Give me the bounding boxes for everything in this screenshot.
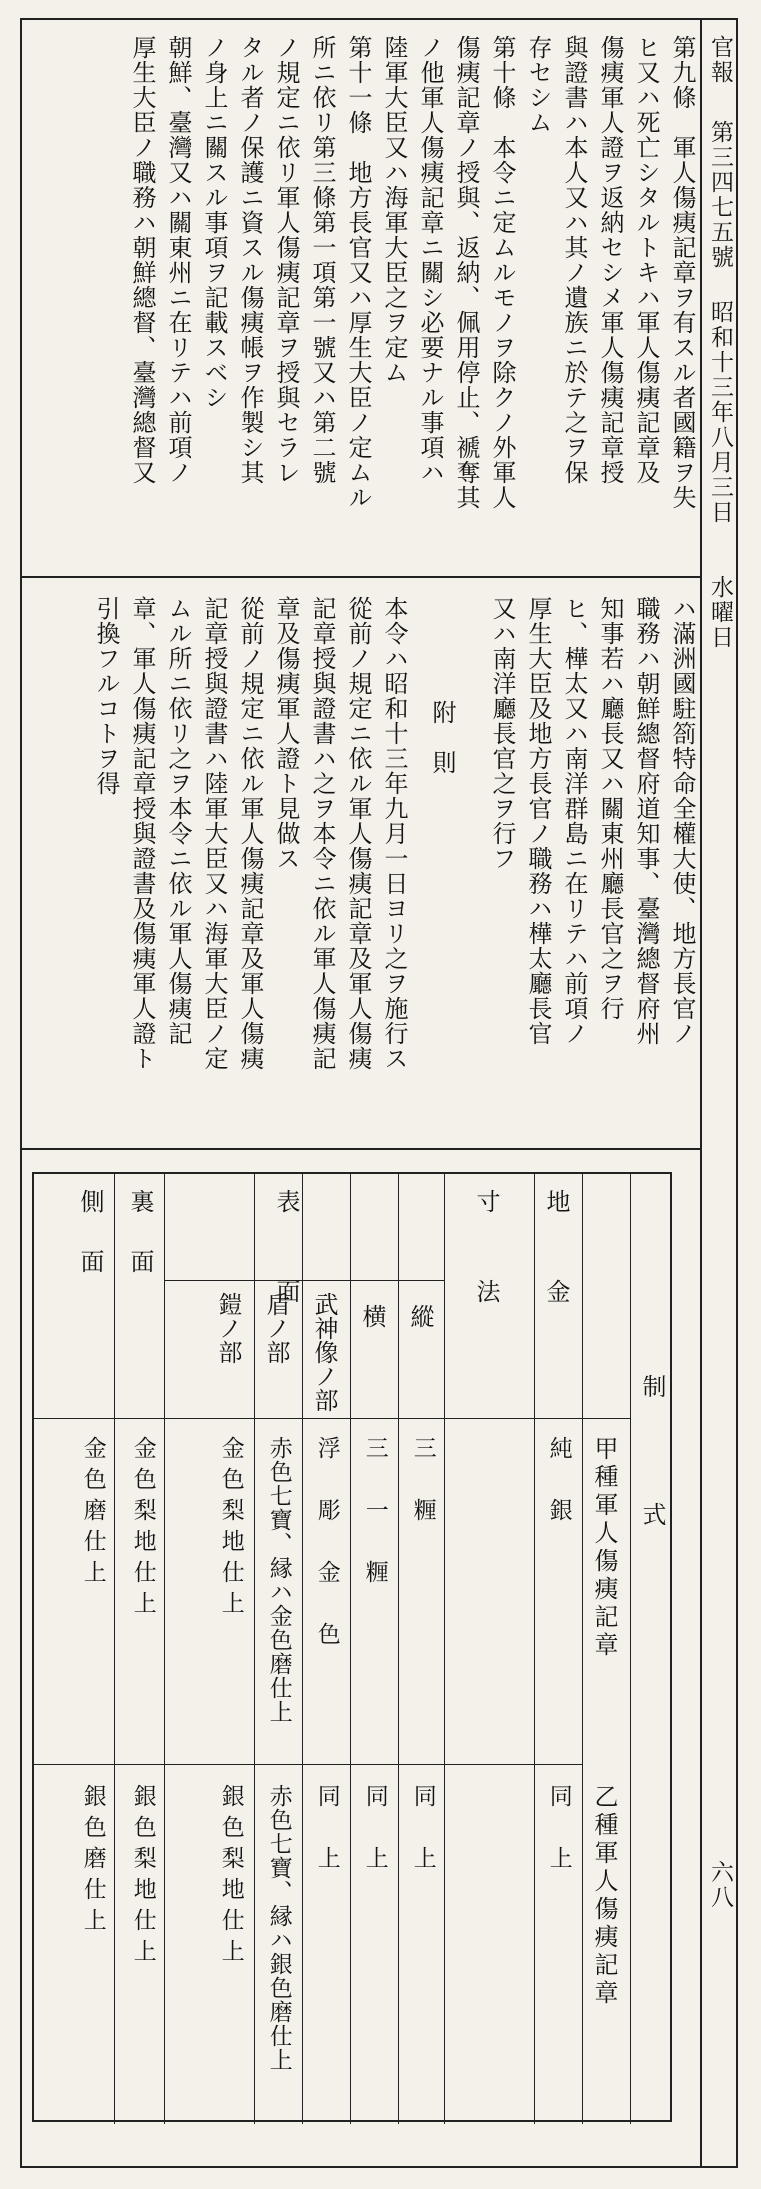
text-column: 記章授與證書ハ陸軍大臣又ハ海軍大臣ノ定 bbox=[200, 596, 228, 1071]
text-column: 從前ノ規定ニ依ル軍人傷痍記章及軍人傷痍 bbox=[344, 596, 372, 1071]
otsu-tate-no-bu-value: 赤色七寶、縁ハ銀色磨仕上 bbox=[265, 1784, 292, 2072]
row-label-sokumen: 側 面 bbox=[76, 1189, 104, 1279]
otsu-chigane-value: 同 上 bbox=[545, 1784, 572, 1877]
supplementary-provisions-heading: 附 則 bbox=[428, 700, 456, 775]
text-column: 朝鮮、臺灣又ハ關東州ニ在リテハ前項ノ bbox=[164, 35, 192, 485]
otsu-sokumen-value: 銀色磨仕上 bbox=[79, 1784, 106, 1939]
text-column: 與證書ハ本人又ハ其ノ遺族ニ於テ之ヲ保 bbox=[560, 35, 588, 485]
column-header-ko: 甲種軍人傷痍記章 bbox=[590, 1436, 618, 1660]
row-label-chigane: 地 金 bbox=[542, 1189, 570, 1309]
otsu-yoroi-value: 銀色梨地仕上 bbox=[217, 1784, 244, 1970]
otsu-rimen-value: 銀色梨地仕上 bbox=[129, 1784, 156, 1970]
ko-chigane-value: 純 銀 bbox=[545, 1436, 572, 1529]
text-column: 從前ノ規定ニ依ル軍人傷痍記章及軍人傷痍 bbox=[236, 596, 264, 1071]
ko-yoroi-value: 金色梨地仕上 bbox=[217, 1436, 244, 1622]
ko-tate-value: 三 糎 bbox=[409, 1436, 436, 1529]
text-column: 厚生大臣ノ職務ハ朝鮮總督、臺灣總督又 bbox=[128, 35, 156, 485]
table-title: 制 式 bbox=[638, 1374, 666, 1534]
text-column: ムル所ニ依リ之ヲ本令ニ依ル軍人傷痍記 bbox=[164, 596, 192, 1046]
ko-rimen-value: 金色梨地仕上 bbox=[129, 1436, 156, 1622]
text-column: ノ身上ニ關スル事項ヲ記載スベシ bbox=[200, 35, 228, 410]
text-column: ヒ又ハ死亡シタルトキハ軍人傷痍記章及 bbox=[632, 35, 660, 485]
otsu-yoko-value: 同 上 bbox=[361, 1784, 388, 1877]
page-number: 六八 bbox=[707, 1860, 733, 1910]
text-column: 引換フルコトヲ得 bbox=[92, 596, 120, 796]
row-label-yoko: 横 bbox=[358, 1304, 386, 1328]
text-column: 章、軍人傷痍記章授與證書及傷痍軍人證ト bbox=[128, 596, 156, 1071]
ko-sokumen-value: 金色磨仕上 bbox=[79, 1436, 106, 1591]
row-label-rimen: 裏 面 bbox=[126, 1189, 154, 1279]
row-label-tate-no-bu: 盾ノ部 bbox=[262, 1292, 290, 1364]
text-column: 厚生大臣及地方長官ノ職務ハ樺太廳長官 bbox=[524, 596, 552, 1046]
text-column: タル者ノ保護ニ資スル傷痍帳ヲ作製シ其 bbox=[236, 35, 264, 485]
row-label-yoroi: 鎧ノ部 bbox=[214, 1292, 242, 1364]
upper-section-divider bbox=[20, 576, 700, 578]
text-column: 陸軍大臣又ハ海軍大臣之ヲ定ム bbox=[380, 35, 408, 385]
text-column: 第九條 軍人傷痍記章ヲ有スル者國籍ヲ失 bbox=[668, 35, 696, 510]
table-section-divider bbox=[20, 1148, 700, 1150]
row-label-sunpo: 寸 法 bbox=[472, 1189, 500, 1309]
text-column: 存セシム bbox=[524, 35, 552, 135]
text-column: ノ規定ニ依リ軍人傷痍記章ヲ授與セラレ bbox=[272, 35, 300, 485]
otsu-bushin-value: 同 上 bbox=[313, 1784, 340, 1877]
ko-yoko-value: 三 一 糎 bbox=[361, 1436, 388, 1591]
row-label-bushin: 武神像ノ部 bbox=[310, 1292, 338, 1412]
specification-table bbox=[32, 1172, 672, 2122]
text-column: ハ滿洲國駐箚特命全權大使、地方長官ノ bbox=[668, 596, 696, 1046]
row-label-tate: 縱 bbox=[406, 1304, 434, 1328]
text-column: 知事若ハ廳長又ハ關東州廳長官之ヲ行 bbox=[596, 596, 624, 1021]
text-column: 章及傷痍軍人證ト見做ス bbox=[272, 596, 300, 871]
text-column: ノ他軍人傷痍記章ニ關シ必要ナル事項ハ bbox=[416, 35, 444, 485]
issue-number: 第三四七五號 bbox=[707, 120, 733, 270]
text-column: 第十條 本令ニ定ムルモノヲ除クノ外軍人 bbox=[488, 35, 516, 510]
text-column: 又ハ南洋廳長官之ヲ行フ bbox=[488, 596, 516, 871]
text-column: 職務ハ朝鮮總督府道知事、臺灣總督府州 bbox=[632, 596, 660, 1046]
otsu-tate-value: 同 上 bbox=[409, 1784, 436, 1877]
journal-name: 官報 bbox=[707, 35, 733, 85]
ko-bushin-value: 浮 彫 金 色 bbox=[313, 1436, 340, 1653]
text-column: 第十一條 地方長官又ハ厚生大臣ノ定ムル bbox=[344, 35, 372, 510]
issue-weekday: 水曜日 bbox=[707, 575, 733, 650]
issue-date: 昭和十三年八月三日 bbox=[707, 300, 733, 525]
text-column: 本令ハ昭和十三年九月一日ヨリ之ヲ施行ス bbox=[380, 596, 408, 1071]
text-column: ヒ、樺太又ハ南洋群島ニ在リテハ前項ノ bbox=[560, 596, 588, 1046]
ko-tate-no-bu-value: 赤色七寶、縁ハ金色磨仕上 bbox=[265, 1436, 292, 1724]
text-column: 傷痍軍人證ヲ返納セシメ軍人傷痍記章授 bbox=[596, 35, 624, 485]
header-column-rule bbox=[700, 18, 702, 2168]
row-label-hyomen: 表 面 bbox=[272, 1189, 300, 1309]
text-column: 記章授與證書ハ之ヲ本令ニ依ル軍人傷痍記 bbox=[308, 596, 336, 1071]
text-column: 所ニ依リ第三條第一項第一號又ハ第二號 bbox=[308, 35, 336, 485]
text-column: 傷痍記章ノ授與、返納、佩用停止、褫奪其 bbox=[452, 35, 480, 510]
column-header-otsu: 乙種軍人傷痍記章 bbox=[590, 1784, 618, 2008]
